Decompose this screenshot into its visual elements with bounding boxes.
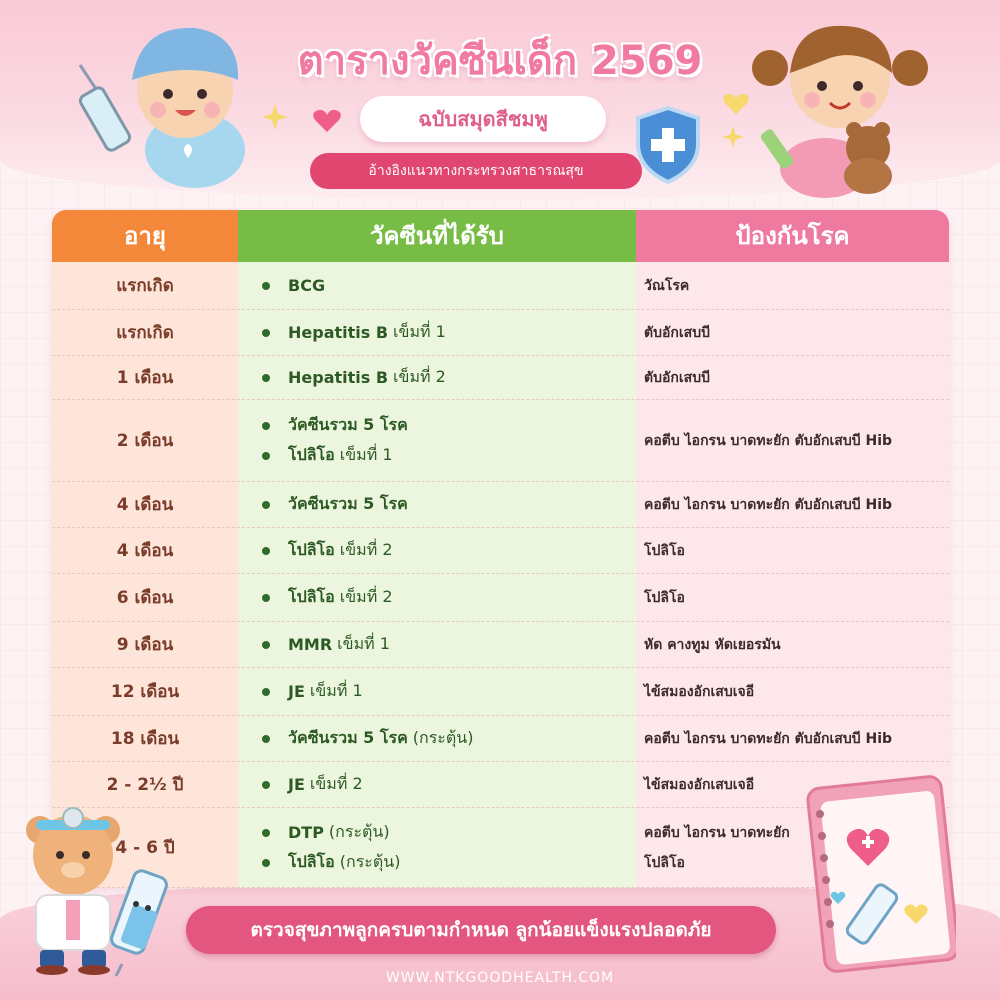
vaccine-dose-note: เข็มที่ 1 <box>309 681 363 700</box>
page-title: ตารางวัคซีนเด็ก 2569 <box>297 38 703 84</box>
vaccine-item <box>262 363 636 393</box>
age-cell: 4 เดือน <box>116 495 174 515</box>
vaccine-dose-note: เข็มที่ 2 <box>339 587 393 606</box>
vaccine-item <box>262 318 636 348</box>
disease-text: ไข้สมองอักเสบเจอี <box>644 776 755 793</box>
bullet-icon <box>262 452 270 460</box>
disease-cell <box>644 400 944 481</box>
age-cell: แรกเกิด <box>116 323 174 343</box>
vaccine-name: BCG <box>288 276 326 295</box>
table-row <box>52 400 949 482</box>
vaccine-cell <box>238 762 636 807</box>
vaccine-dose-note: เข็มที่ 1 <box>339 445 393 464</box>
vaccine-item <box>262 583 636 613</box>
vaccine-dose-note: (กระตุ้น) <box>412 728 474 747</box>
vaccine-dose-note: (กระตุ้น) <box>339 852 401 871</box>
vaccine-cell <box>238 482 636 527</box>
vaccine-cell <box>238 528 636 573</box>
disease-text: วัณโรค <box>644 277 690 294</box>
vaccine-cell <box>238 262 636 309</box>
disease-cell <box>644 356 944 399</box>
vaccine-item <box>262 818 636 848</box>
disease-text: ไข้สมองอักเสบเจอี <box>644 683 755 700</box>
vaccine-cell <box>238 716 636 761</box>
age-cell: 4 - 6 ปี <box>115 838 175 858</box>
disease-text: ตับอักเสบบี <box>644 369 710 386</box>
vaccine-cell <box>238 400 636 481</box>
bullet-icon <box>262 501 270 509</box>
age-cell: 2 - 2½ ปี <box>106 775 184 795</box>
vaccine-item <box>262 536 636 566</box>
pink-notebook-icon <box>798 774 956 974</box>
bullet-icon <box>262 422 270 430</box>
age-cell: 6 เดือน <box>116 588 174 608</box>
table-row <box>52 310 949 356</box>
disease-column-header: ป้องกันโรค <box>636 210 949 262</box>
vaccine-name: Hepatitis B <box>288 368 389 387</box>
age-cell: 12 เดือน <box>110 682 180 702</box>
vaccine-name: DTP <box>288 823 324 842</box>
disease-text: คอตีบ ไอกรน บาดทะยัก <box>644 824 790 841</box>
table-row <box>52 528 949 574</box>
vaccine-item <box>262 848 636 878</box>
bullet-icon <box>262 594 270 602</box>
vaccine-item <box>262 271 636 301</box>
disease-text: คอตีบ ไอกรน บาดทะยัก ตับอักเสบบี Hib <box>644 496 893 513</box>
disease-text: คอตีบ ไอกรน บาดทะยัก ตับอักเสบบี Hib <box>644 432 893 449</box>
disease-cell <box>644 622 944 667</box>
sparkle-icon <box>262 104 288 130</box>
vaccine-name: วัคซีนรวม 5 โรค <box>288 494 408 513</box>
table-row <box>52 668 949 716</box>
disease-cell <box>644 528 944 573</box>
baby-with-syringe-icon <box>70 10 250 190</box>
vaccine-item <box>262 770 636 800</box>
sparkle-icon <box>722 126 744 148</box>
shield-cross-icon <box>632 104 704 186</box>
disease-cell <box>644 716 944 761</box>
vaccine-dose-note: (กระตุ้น) <box>328 822 390 841</box>
bullet-icon <box>262 282 270 290</box>
disease-cell <box>644 310 944 355</box>
vaccine-item <box>262 411 636 441</box>
vaccine-dose-note: เข็มที่ 2 <box>393 367 446 386</box>
website-url[interactable]: WWW.NTKGOODHEALTH.COM <box>385 970 615 986</box>
vaccine-name: โปลิโอ <box>288 587 335 606</box>
syringe-mascot-icon <box>92 852 182 977</box>
vaccine-name: MMR <box>288 635 333 654</box>
table-row <box>52 716 949 762</box>
vaccine-dose-note: เข็มที่ 2 <box>339 540 393 559</box>
vaccine-cell <box>238 622 636 667</box>
vaccine-item <box>262 441 636 471</box>
bullet-icon <box>262 641 270 649</box>
bullet-icon <box>262 735 270 743</box>
age-cell: 1 เดือน <box>116 368 174 388</box>
vaccine-name: Hepatitis B <box>288 323 389 342</box>
table-row <box>52 356 949 400</box>
table-row <box>52 262 949 310</box>
disease-text: โปลิโอ <box>644 589 685 606</box>
age-cell: 9 เดือน <box>116 635 174 655</box>
vaccine-cell <box>238 310 636 355</box>
girl-with-teddy-bear-icon <box>750 8 930 198</box>
vaccine-name: โปลิโอ <box>288 540 335 559</box>
disease-text: โปลิโอ <box>644 542 685 559</box>
vaccine-dose-note: เข็มที่ 1 <box>393 322 446 341</box>
disease-cell <box>644 262 944 309</box>
age-cell: 18 เดือน <box>110 729 180 749</box>
age-cell: 4 เดือน <box>116 541 174 561</box>
vaccine-item <box>262 724 636 754</box>
age-column-header: อายุ <box>52 210 238 262</box>
bullet-icon <box>262 329 270 337</box>
vaccine-cell <box>238 574 636 621</box>
footer-message: ตรวจสุขภาพลูกครบตามกำหนด ลูกน้อยแข็งแรงปลอดภัย <box>186 906 776 954</box>
vaccine-name: โปลิโอ <box>288 852 335 871</box>
table-row <box>52 574 949 622</box>
disease-text: หัด คางทูม หัดเยอรมัน <box>644 636 781 653</box>
vaccine-dose-note: เข็มที่ 2 <box>309 774 363 793</box>
bullet-icon <box>262 688 270 696</box>
vaccine-column-header: วัคซีนที่ได้รับ <box>238 210 636 262</box>
reference-badge: อ้างอิงแนวทางกระทรวงสาธารณสุข <box>310 153 642 189</box>
vaccine-name: วัคซีนรวม 5 โรค <box>288 728 408 747</box>
vaccine-item <box>262 490 636 520</box>
age-cell: แรกเกิด <box>116 276 174 296</box>
heart-icon <box>312 108 342 134</box>
vaccine-name: วัคซีนรวม 5 โรค <box>288 415 408 434</box>
vaccine-name: JE <box>288 775 305 794</box>
age-cell: 2 เดือน <box>116 431 174 451</box>
vaccine-cell <box>238 808 636 887</box>
vaccine-item <box>262 677 636 707</box>
disease-text: โปลิโอ <box>644 854 685 871</box>
bullet-icon <box>262 829 270 837</box>
disease-cell <box>644 668 944 715</box>
vaccine-name: โปลิโอ <box>288 445 335 464</box>
disease-text: คอตีบ ไอกรน บาดทะยัก ตับอักเสบบี Hib <box>644 730 893 747</box>
disease-text: ตับอักเสบบี <box>644 324 710 341</box>
vaccine-item <box>262 630 636 660</box>
table-row <box>52 622 949 668</box>
disease-cell <box>644 574 944 621</box>
bullet-icon <box>262 547 270 555</box>
heart-icon <box>722 92 750 116</box>
vaccine-name: JE <box>288 682 305 701</box>
table-row <box>52 482 949 528</box>
bullet-icon <box>262 781 270 789</box>
subtitle-badge: ฉบับสมุดสีชมพู <box>360 96 606 142</box>
vaccine-dose-note: เข็มที่ 1 <box>337 634 390 653</box>
disease-cell <box>644 482 944 527</box>
vaccine-cell <box>238 668 636 715</box>
vaccine-cell <box>238 356 636 399</box>
bullet-icon <box>262 374 270 382</box>
bullet-icon <box>262 859 270 867</box>
